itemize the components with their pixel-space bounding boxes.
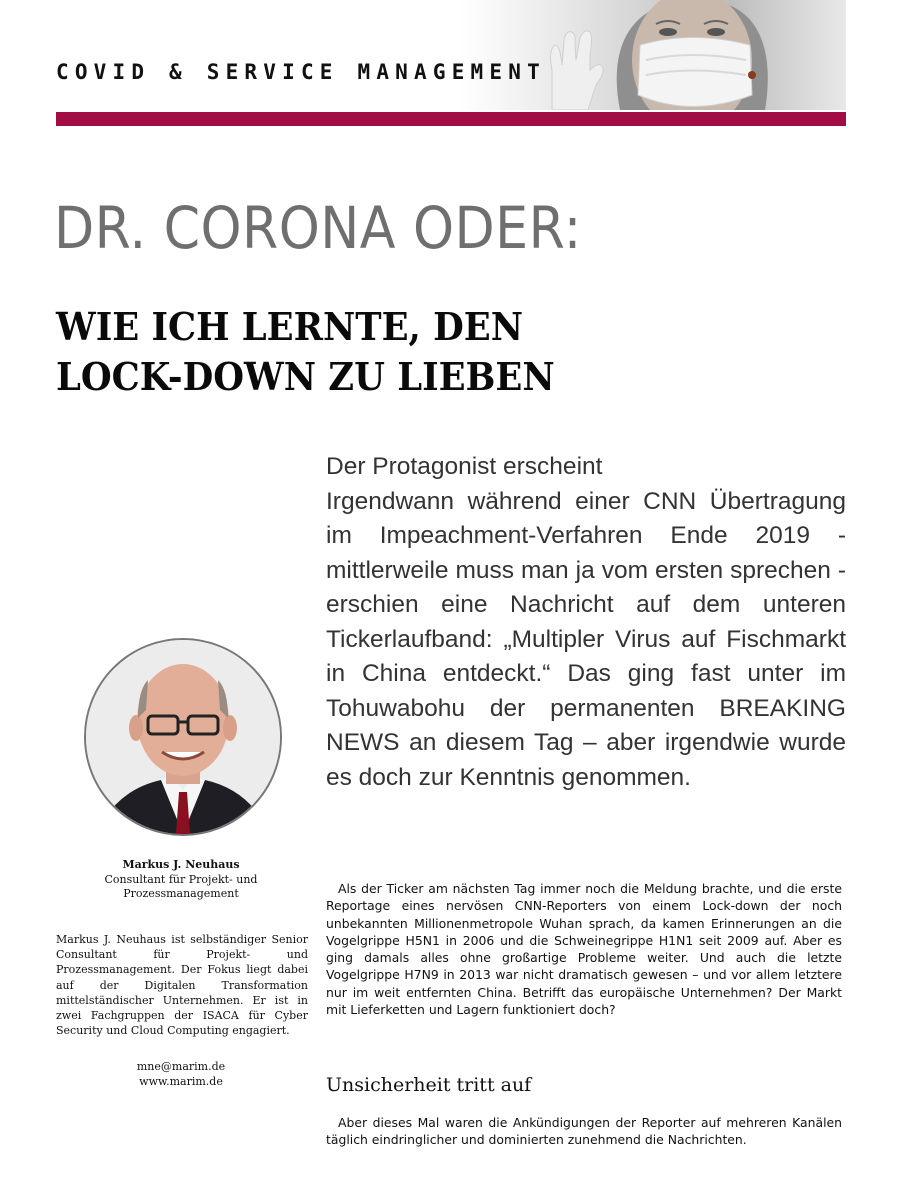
lead-text: Irgendwann während einer CNN Übertragung im Impeachment-Verfahren Ende 2019 - mittlerweile muss man ja vom ersten sprechen - erschien eine Nachricht auf dem unteren Tickerlaufband: „Multipler Virus auf Fischmarkt in China entdeckt.“ Das ging fast unter im Tohuwabohu der permanenten BREAKING NEWS an diesem Tag – aber irgendwie wurde es doch zur Kenntnis genommen. <box>326 487 846 791</box>
section-label: COVID & SERVICE MANAGEMENT <box>56 60 546 84</box>
author-bio: Markus J. Neuhaus ist selbständiger Senior Consultant für Projekt- und Prozessmanagement. Der Fokus liegt dabei auf der Digitalen Transformation mittelständischer Unternehmen. Er ist in zwei Fachgruppen der ISACA für Cyber Security und Cloud Computing engagiert. <box>56 933 308 1038</box>
lead-heading: Der Protagonist erscheint <box>326 453 603 480</box>
article-subtitle-line-1: WIE ICH LERNTE, DEN <box>56 304 524 349</box>
body-subheading: Unsicherheit tritt auf <box>326 1074 532 1096</box>
article-subtitle <box>56 302 555 402</box>
header-photo-masked-woman <box>460 0 846 110</box>
author-avatar <box>84 638 282 836</box>
article-title: DR. CORONA ODER: <box>54 194 582 262</box>
body-paragraph-1: Als der Ticker am nächsten Tag immer noch die Meldung brachte, und die erste Reportage eines nervösen CNN-Reporters von einem Lock-down der noch unbekannten Millionenmetropole Wuhan sprach, da kamen Erinnerungen an die Vogelgrippe H5N1 in 2006 und die Schweinegrippe H1N1 seit 2009 auf. Aber es ging damals alles ohne großartige Probleme weiter. Und auch die letzte Vogelgrippe H7N9 in 2013 war nicht dramatisch gewesen – und vor allem letztere nur im weit entfernten China. Betrifft das europäische Unternehmen? Der Markt mit Lieferketten und Lagern funktioniert doch? <box>326 881 842 1018</box>
header-accent-rule <box>56 112 846 126</box>
author-contact <box>56 1059 306 1089</box>
article-subtitle-line-2: LOCK-DOWN ZU LIEBEN <box>56 354 555 399</box>
lead-paragraph <box>326 450 846 795</box>
author-role: Consultant für Projekt- und Prozessmanagement <box>104 873 258 900</box>
author-name: Markus J. Neuhaus <box>122 858 240 871</box>
author-website-link[interactable]: www.marim.de <box>139 1075 223 1088</box>
author-email-link[interactable]: mne@marim.de <box>136 1060 226 1073</box>
body-paragraph-2: Aber dieses Mal waren die Ankündigungen der Reporter auf mehreren Kanälen täglich eindringlicher und dominierten zunehmend die Nachrichten. <box>326 1115 842 1148</box>
